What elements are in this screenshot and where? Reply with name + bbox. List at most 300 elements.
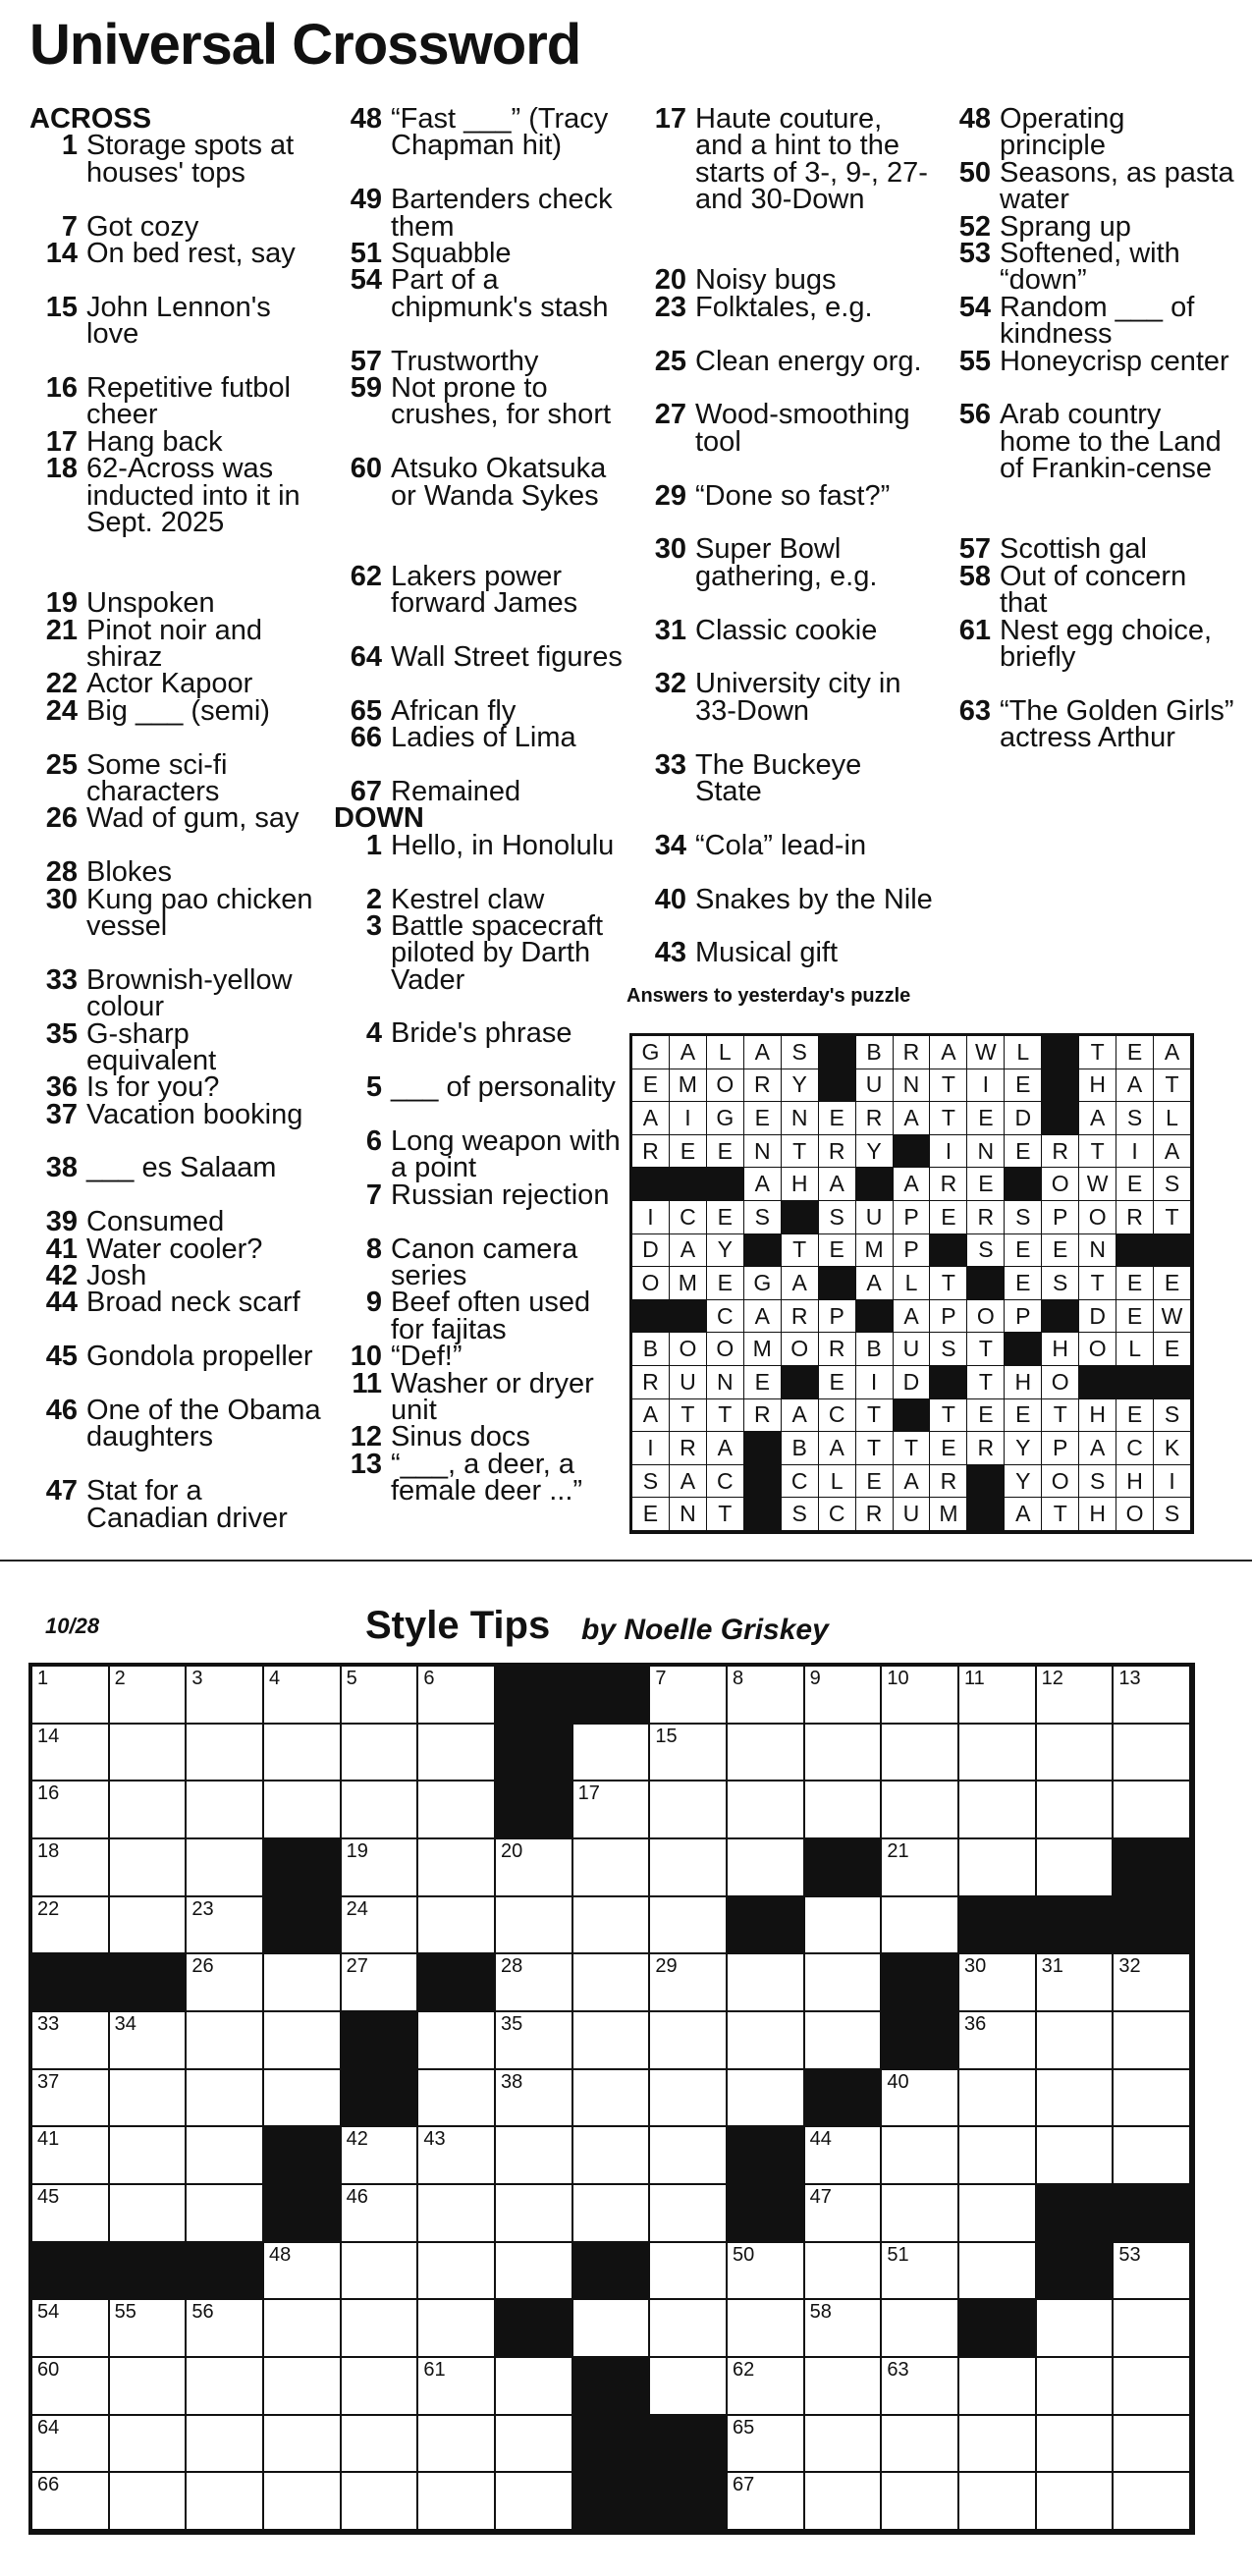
answer-cell: S [782,1498,819,1531]
grid-block [1037,2243,1115,2301]
grid-cell[interactable] [573,2300,651,2358]
cell-number: 34 [114,2013,136,2035]
grid-cell[interactable] [264,1781,342,1839]
answer-block [856,1300,894,1334]
grid-cell[interactable] [110,2473,188,2531]
answer-cell: R [632,1135,670,1169]
clue-text: G-sharp equivalent [86,1017,217,1076]
grid-cell[interactable] [264,2300,342,2358]
grid-cell[interactable] [342,1725,419,1782]
grid-cell[interactable] [342,2243,419,2301]
answer-block [744,1432,782,1465]
clue-text: Josh [86,1260,147,1292]
grid-cell[interactable] [110,1725,188,1782]
grid-cell[interactable] [1037,2473,1115,2531]
answer-cell: A [1154,1036,1191,1069]
grid-cell[interactable] [342,2185,419,2243]
grid-cell[interactable] [1037,1839,1115,1897]
grid-cell[interactable] [573,1725,651,1782]
clue-text: Honeycrisp center [1000,345,1229,377]
grid-cell[interactable] [418,2127,496,2185]
grid-cell[interactable] [882,2185,959,2243]
grid-cell[interactable] [1037,2416,1115,2474]
grid-cell[interactable] [187,1667,264,1725]
puzzle-date: 10/28 [45,1614,100,1638]
answer-cell: T [1042,1399,1079,1433]
answer-cell: E [967,1168,1005,1201]
clue-text: “Cola” lead-in [695,829,867,861]
grid-cell[interactable] [264,1954,342,2012]
grid-cell[interactable] [264,2070,342,2128]
grid-block [805,1839,883,1897]
grid-cell[interactable] [805,1725,883,1782]
grid-cell[interactable] [1037,2300,1115,2358]
grid-cell[interactable] [187,2185,264,2243]
grid-cell[interactable] [882,2243,959,2301]
grid-cell[interactable] [573,1954,651,2012]
clue-item [334,103,628,187]
grid-cell[interactable] [32,1897,110,1955]
answer-block [967,1267,1005,1300]
grid-cell[interactable] [496,2185,573,2243]
grid-cell[interactable] [959,2185,1037,2243]
grid-cell[interactable] [959,2127,1037,2185]
grid-cell[interactable] [264,2416,342,2474]
grid-cell[interactable] [418,1725,496,1782]
grid-cell[interactable] [496,1897,573,1955]
answer-block [1005,1333,1042,1366]
grid-cell[interactable] [32,2127,110,2185]
grid-cell[interactable] [882,2300,959,2358]
grid-cell[interactable] [187,2012,264,2070]
clue-item [638,668,933,751]
cell-number: 67 [732,2474,755,2496]
cell-number: 14 [37,1725,60,1747]
grid-cell[interactable] [342,2300,419,2358]
grid-cell[interactable] [187,1781,264,1839]
answer-cell: I [1154,1465,1191,1499]
answer-cell: S [967,1234,1005,1268]
clue-text: Stat for a Canadian driver [86,1475,288,1534]
grid-cell[interactable] [264,1725,342,1782]
grid-cell[interactable] [1114,1667,1191,1725]
grid-cell[interactable] [110,1781,188,1839]
grid-cell[interactable] [573,2070,651,2128]
clue-text: Remained [391,775,521,807]
grid-cell[interactable] [650,2358,728,2416]
grid-cell[interactable] [342,2127,419,2185]
grid-cell[interactable] [110,2012,188,2070]
answer-cell: T [1079,1135,1116,1169]
clue-item [29,963,324,1023]
answer-cell: E [819,1366,856,1399]
clue-number: 31 [654,614,686,646]
grid-cell[interactable] [110,2070,188,2128]
grid-block [264,1839,342,1897]
grid-cell[interactable] [882,2473,959,2531]
grid-cell[interactable] [573,1897,651,1955]
answer-cell: O [1042,1366,1079,1399]
grid-cell[interactable] [959,1839,1037,1897]
clue-item [29,130,324,213]
grid-cell[interactable] [728,2358,805,2416]
grid-cell[interactable] [418,2012,496,2070]
clue-item [29,856,324,889]
grid-cell[interactable] [650,2012,728,2070]
grid-cell[interactable] [110,1667,188,1725]
clue-item [334,829,628,887]
grid-cell[interactable] [418,1667,496,1725]
answer-cell: E [670,1135,707,1169]
grid-cell[interactable] [32,1839,110,1897]
grid-cell[interactable] [342,1667,419,1725]
grid-cell[interactable] [418,1897,496,1955]
grid-cell[interactable] [110,2358,188,2416]
grid-cell[interactable] [496,1954,573,2012]
clue-number: 52 [958,210,991,243]
grid-block [110,2243,188,2301]
grid-cell[interactable] [1037,2127,1115,2185]
answer-cell: T [1154,1069,1191,1103]
grid-cell[interactable] [418,1839,496,1897]
grid-cell[interactable] [959,1781,1037,1839]
clue-number: 30 [45,883,78,915]
answer-cell: R [819,1333,856,1366]
clue-number: 48 [350,103,382,135]
grid-cell[interactable] [1114,1725,1191,1782]
grid-cell[interactable] [650,1667,728,1725]
grid-cell[interactable] [959,2243,1037,2301]
grid-cell[interactable] [805,2012,883,2070]
grid-cell[interactable] [882,1725,959,1782]
answer-cell: L [1154,1102,1191,1135]
grid-cell[interactable] [573,2012,651,2070]
grid-cell[interactable] [187,2070,264,2128]
cell-number: 61 [423,2359,446,2381]
grid-cell[interactable] [110,2185,188,2243]
grid-cell[interactable] [418,2243,496,2301]
grid-cell[interactable] [32,2416,110,2474]
grid-cell[interactable] [264,2473,342,2531]
clue-number: 5 [365,1071,382,1104]
grid-cell[interactable] [805,2185,883,2243]
grid-cell[interactable] [805,1897,883,1955]
grid-cell[interactable] [1114,2243,1191,2301]
grid-cell[interactable] [882,2416,959,2474]
grid-cell[interactable] [1114,2070,1191,2128]
grid-cell[interactable] [1114,2416,1191,2474]
clue-item [334,345,628,377]
crossword-grid [28,1663,1195,2535]
clue-item [334,694,628,727]
grid-cell[interactable] [110,2416,188,2474]
grid-cell[interactable] [32,2358,110,2416]
grid-cell[interactable] [496,2070,573,2128]
grid-cell[interactable] [728,1954,805,2012]
grid-cell[interactable] [342,1954,419,2012]
grid-cell[interactable] [1114,2358,1191,2416]
cell-number: 55 [114,2301,136,2324]
grid-cell[interactable] [728,2416,805,2474]
page-title: Universal Crossword [29,13,581,77]
grid-cell[interactable] [32,1725,110,1782]
grid-cell[interactable] [959,2358,1037,2416]
clue-item [334,775,628,807]
cell-number: 13 [1118,1668,1141,1689]
answer-cell: A [670,1234,707,1268]
grid-cell[interactable] [187,2358,264,2416]
grid-cell[interactable] [418,2358,496,2416]
clue-text: Some sci-fi characters [86,748,228,807]
cell-number: 22 [37,1897,60,1920]
grid-block [1037,2185,1115,2243]
clue-number: 50 [958,156,991,189]
clue-text: Random ___ of kindness [1000,291,1195,351]
grid-cell[interactable] [650,1781,728,1839]
grid-cell[interactable] [1114,2012,1191,2070]
answer-cell: R [632,1366,670,1399]
clue-text: Broad neck scarf [86,1287,300,1319]
answer-cell: E [632,1069,670,1103]
grid-cell[interactable] [418,2300,496,2358]
grid-cell[interactable] [805,2416,883,2474]
grid-cell[interactable] [1037,1954,1115,2012]
cell-number: 1 [37,1668,49,1689]
answer-cell: O [1079,1201,1116,1234]
answer-cell: B [856,1036,894,1069]
grid-cell[interactable] [187,2300,264,2358]
grid-cell[interactable] [1037,2070,1115,2128]
grid-cell[interactable] [342,2473,419,2531]
grid-cell[interactable] [496,2473,573,2531]
grid-cell[interactable] [496,2012,573,2070]
clue-number: 20 [654,264,686,297]
grid-cell[interactable] [496,2416,573,2474]
grid-block [573,2243,651,2301]
grid-cell[interactable] [187,1954,264,2012]
grid-cell[interactable] [264,2012,342,2070]
grid-cell[interactable] [187,2416,264,2474]
grid-block [264,2127,342,2185]
grid-block [496,1781,573,1839]
clue-item [29,291,324,375]
answer-cell: R [1042,1135,1079,1169]
grid-cell[interactable] [187,1725,264,1782]
grid-cell[interactable] [805,2358,883,2416]
clue-item [943,345,1237,403]
grid-cell[interactable] [650,1839,728,1897]
grid-cell[interactable] [32,2012,110,2070]
answer-cell: I [632,1432,670,1465]
grid-cell[interactable] [1114,1954,1191,2012]
grid-cell[interactable] [650,1725,728,1782]
clue-item [638,883,933,941]
grid-cell[interactable] [187,2473,264,2531]
clue-item [638,103,933,267]
grid-cell[interactable] [805,2473,883,2531]
grid-block [342,2012,419,2070]
answer-cell: L [819,1465,856,1499]
grid-cell[interactable] [959,1954,1037,2012]
grid-cell[interactable] [342,1897,419,1955]
grid-cell[interactable] [805,2243,883,2301]
grid-cell[interactable] [32,1667,110,1725]
cell-number: 7 [655,1668,667,1689]
cell-number: 20 [500,1840,523,1862]
grid-cell[interactable] [882,2358,959,2416]
grid-cell[interactable] [650,2300,728,2358]
grid-cell[interactable] [342,1839,419,1897]
answer-cell: T [782,1135,819,1169]
grid-cell[interactable] [264,2358,342,2416]
clue-number: 17 [45,425,78,458]
grid-cell[interactable] [1037,2012,1115,2070]
clue-item [638,345,933,403]
grid-cell[interactable] [650,2243,728,2301]
grid-cell[interactable] [418,2185,496,2243]
grid-cell[interactable] [805,2127,883,2185]
grid-cell[interactable] [728,1781,805,1839]
grid-block [110,1954,188,2012]
grid-cell[interactable] [882,1781,959,1839]
grid-cell[interactable] [573,1781,651,1839]
grid-cell[interactable] [728,1667,805,1725]
clue-item [29,1343,324,1398]
answer-block [1005,1168,1042,1201]
grid-cell[interactable] [728,2070,805,2128]
grid-cell[interactable] [573,2127,651,2185]
grid-cell[interactable] [650,2070,728,2128]
grid-cell[interactable] [32,2185,110,2243]
grid-cell[interactable] [728,2473,805,2531]
grid-cell[interactable] [187,1897,264,1955]
answer-cell: D [1079,1300,1116,1334]
grid-cell[interactable] [882,1897,959,1955]
cell-number: 19 [346,1840,368,1862]
grid-cell[interactable] [110,1897,188,1955]
grid-cell[interactable] [264,1667,342,1725]
grid-block [32,2243,110,2301]
grid-cell[interactable] [418,2416,496,2474]
grid-cell[interactable] [959,2416,1037,2474]
grid-cell[interactable] [1037,1667,1115,1725]
grid-cell[interactable] [728,2300,805,2358]
grid-cell[interactable] [496,2243,573,2301]
grid-cell[interactable] [805,1781,883,1839]
grid-cell[interactable] [32,2300,110,2358]
grid-cell[interactable] [728,1839,805,1897]
clue-text: Russian rejection [391,1178,610,1211]
grid-cell[interactable] [959,1667,1037,1725]
clue-number: 25 [45,748,78,781]
grid-cell[interactable] [650,2127,728,2185]
answer-cell: E [930,1432,967,1465]
grid-cell[interactable] [805,1954,883,2012]
grid-cell[interactable] [342,2416,419,2474]
grid-cell[interactable] [882,2070,959,2128]
grid-cell[interactable] [573,2185,651,2243]
grid-cell[interactable] [32,2070,110,2128]
clue-text: On bed rest, say [86,237,296,269]
grid-cell[interactable] [110,2300,188,2358]
grid-cell[interactable] [418,1781,496,1839]
cell-number: 26 [191,1955,214,1978]
answer-cell: R [670,1432,707,1465]
grid-cell[interactable] [805,2300,883,2358]
grid-cell[interactable] [728,2012,805,2070]
grid-block [573,2473,651,2531]
grid-cell[interactable] [187,2127,264,2185]
grid-cell[interactable] [1037,2358,1115,2416]
clue-item [29,1475,324,1559]
grid-cell[interactable] [496,2127,573,2185]
clue-text: Lakers power forward James [391,560,578,620]
answer-cell: Y [707,1234,744,1268]
grid-cell[interactable] [650,1954,728,2012]
clue-text: Water cooler? [86,1233,263,1265]
grid-cell[interactable] [959,2012,1037,2070]
grid-cell[interactable] [650,2185,728,2243]
grid-cell[interactable] [728,1725,805,1782]
cell-number: 64 [37,2416,60,2439]
grid-cell[interactable] [418,2473,496,2531]
grid-cell[interactable] [1037,1781,1115,1839]
grid-cell[interactable] [264,2243,342,2301]
answer-cell: T [856,1399,894,1433]
cell-number: 17 [577,1782,600,1805]
grid-cell[interactable] [882,1667,959,1725]
grid-cell[interactable] [110,1839,188,1897]
answer-cell: S [744,1201,782,1234]
grid-cell[interactable] [882,2127,959,2185]
grid-cell[interactable] [1114,2300,1191,2358]
grid-cell[interactable] [32,2473,110,2531]
grid-block [496,1667,573,1725]
grid-cell[interactable] [418,2070,496,2128]
grid-cell[interactable] [32,1781,110,1839]
answer-cell: N [894,1069,931,1103]
grid-cell[interactable] [573,1839,651,1897]
grid-cell[interactable] [959,2473,1037,2531]
grid-cell[interactable] [342,1781,419,1839]
clue-item [943,156,1237,216]
grid-cell[interactable] [650,1897,728,1955]
divider [0,1560,1252,1562]
grid-cell[interactable] [1114,1781,1191,1839]
cell-number: 38 [500,2070,523,2093]
grid-cell[interactable] [496,2358,573,2416]
clue-number: 10 [350,1341,382,1373]
clue-text: Is for you? [86,1071,220,1104]
clue-number: 19 [45,587,78,620]
clue-text: Super Bowl gathering, e.g. [695,533,878,592]
grid-cell[interactable] [959,1725,1037,1782]
answer-cell: G [707,1102,744,1135]
grid-cell[interactable] [1037,1725,1115,1782]
answer-cell: T [894,1432,931,1465]
grid-cell[interactable] [882,1839,959,1897]
grid-cell[interactable] [110,2127,188,2185]
grid-cell[interactable] [1114,2127,1191,2185]
grid-cell[interactable] [496,1839,573,1897]
grid-cell[interactable] [187,1839,264,1897]
grid-cell[interactable] [728,2243,805,2301]
grid-cell[interactable] [342,2358,419,2416]
answer-cell: E [967,1102,1005,1135]
grid-cell[interactable] [1114,2473,1191,2531]
grid-cell[interactable] [805,1667,883,1725]
grid-cell[interactable] [959,2070,1037,2128]
